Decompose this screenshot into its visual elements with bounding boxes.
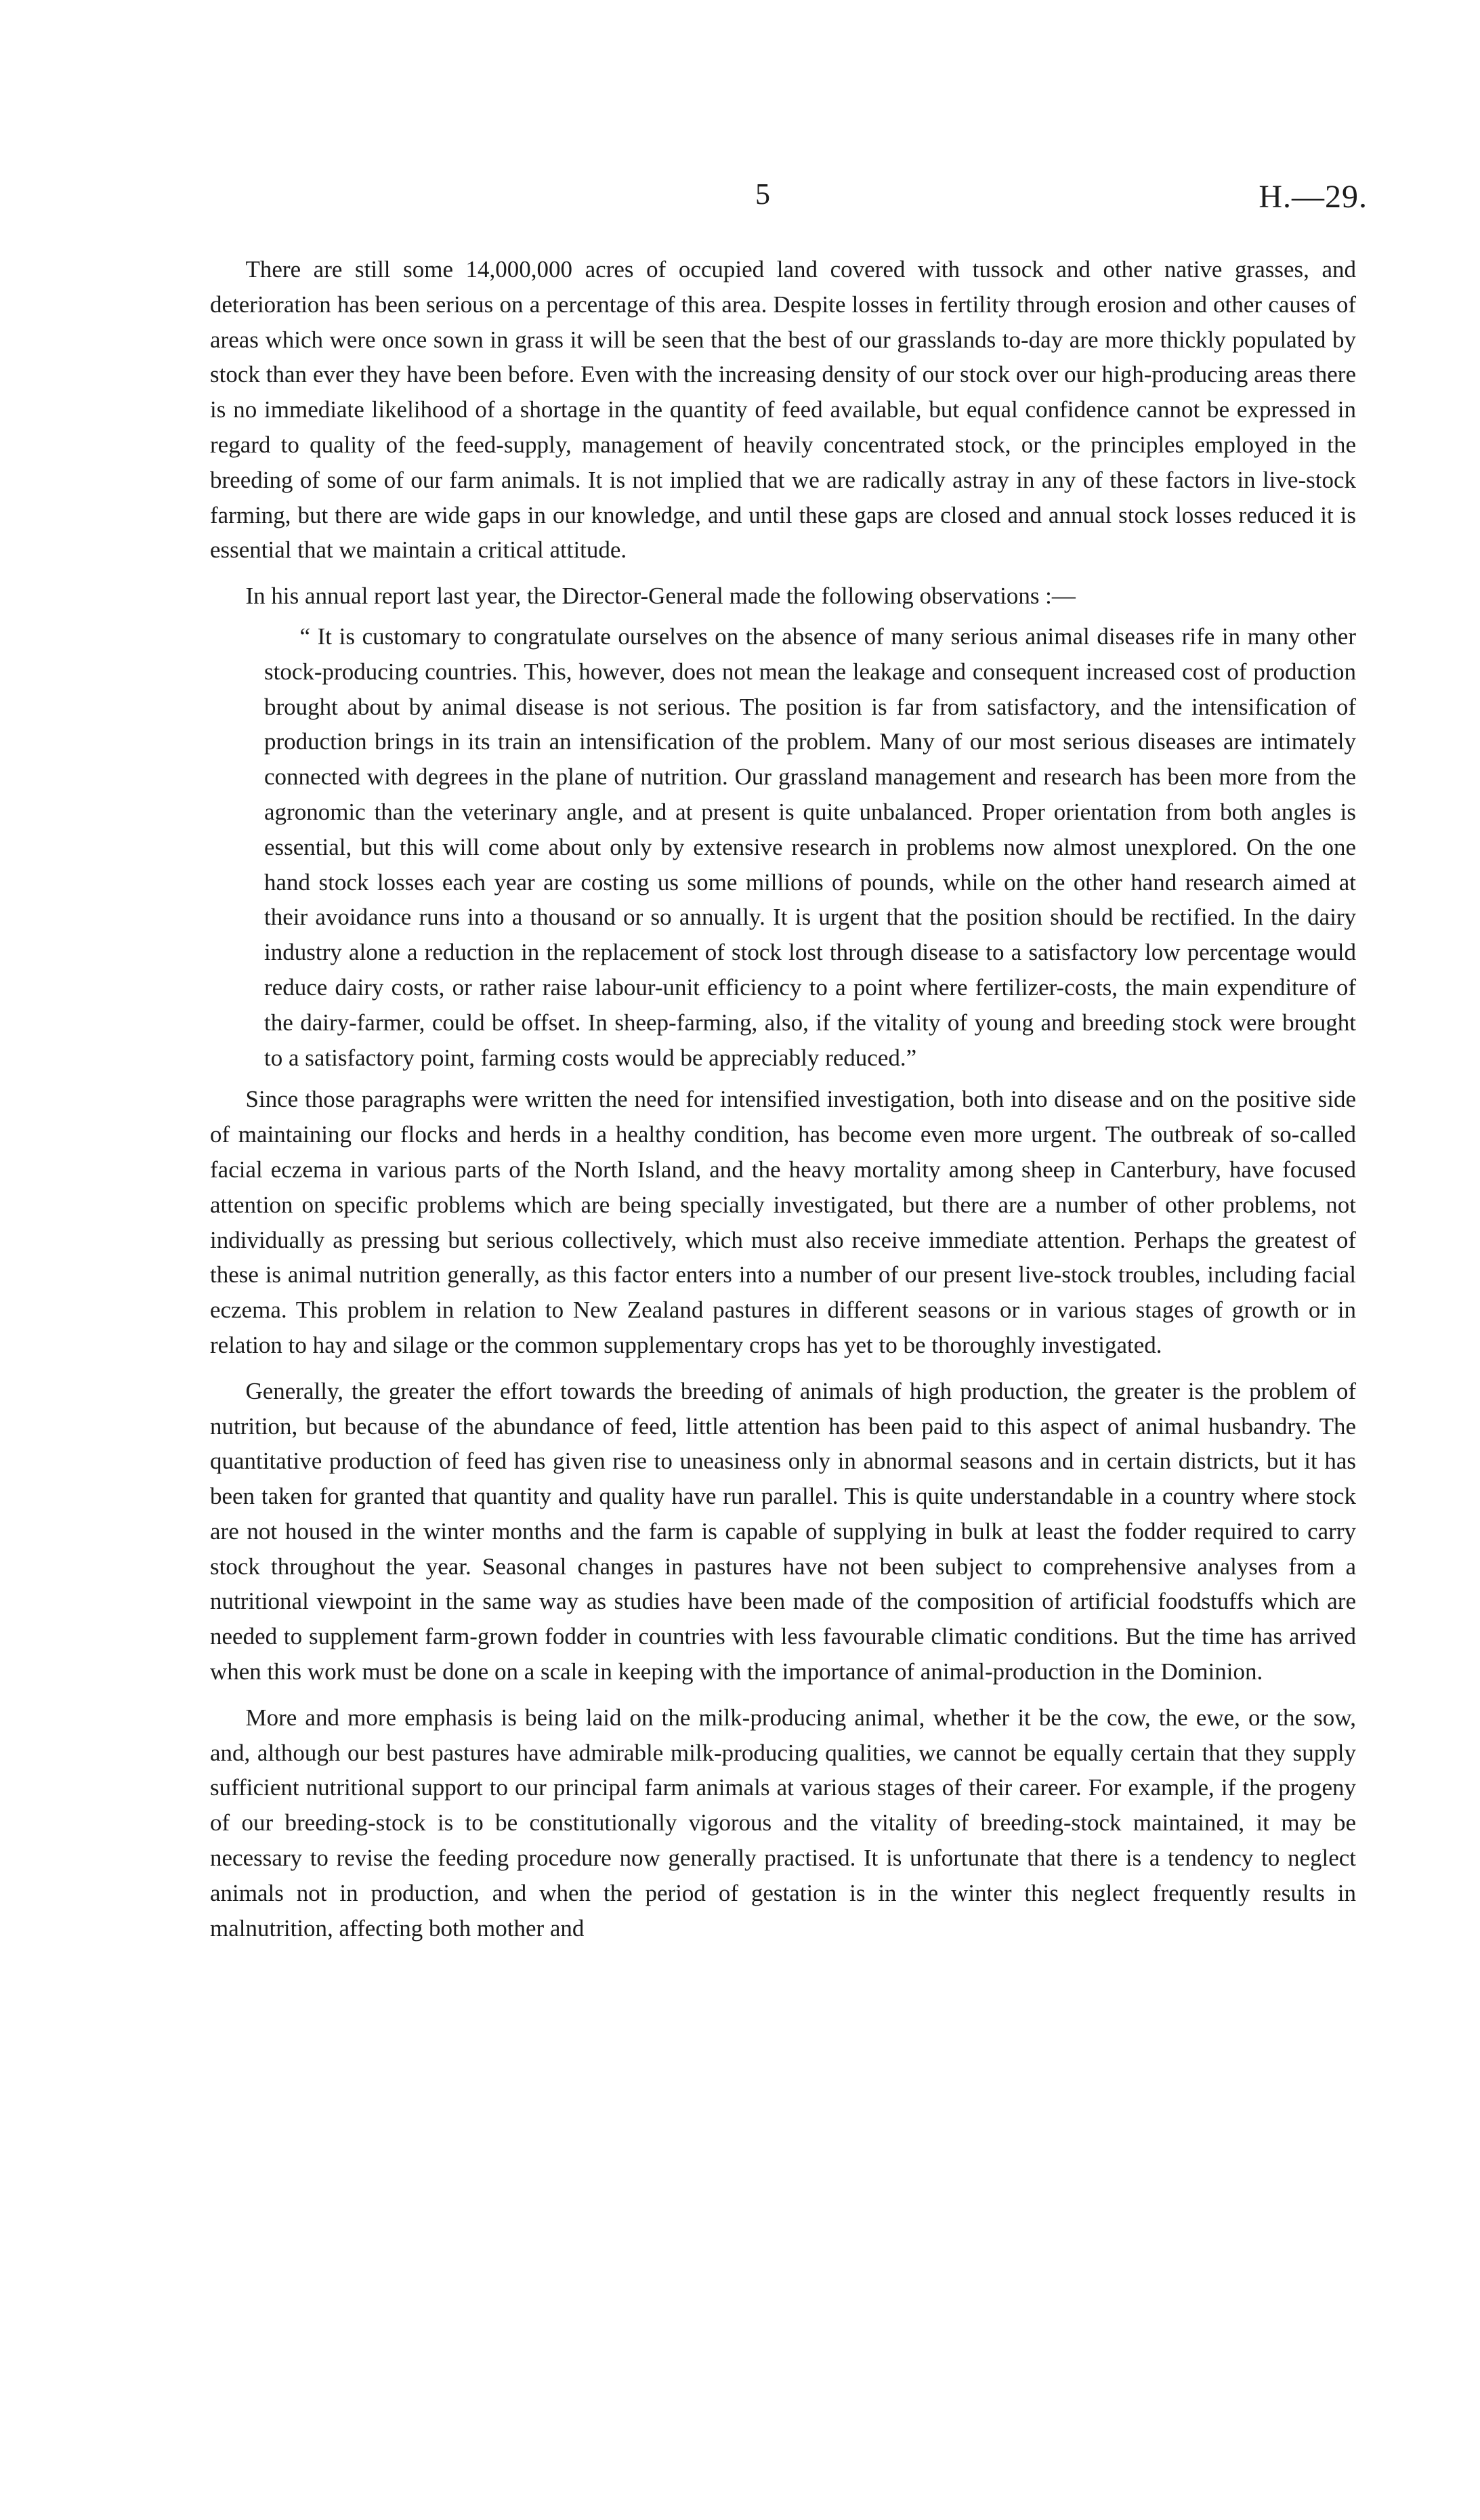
page-number: 5 [755,177,770,211]
paragraph-milk-producing-animal: More and more emphasis is being laid on the milk-producing animal, whether it be the cow, the ewe, or the sow, and, although our best pastures have admirable milk-producing qualities, we cannot be equally certain that they supply sufficient nutritional support to our principal farm animals at various stages of their career. For example, if the progeny of our breeding-stock is to be constitutionally vigorous and the vitality of breeding-stock maintained, it may be necessary to revise the feeding procedure now generally practised. It is unfortunate that there is a tendency to neglect animals not in production, and when the period of gestation is in the winter this neglect frequently results in malnutrition, affecting both mother and [210,1704,1356,1941]
paragraph-nutrition-problem: Generally, the greater the effort towards the breeding of animals of high production, the greater is the problem of nutrition, but because of the abundance of feed, little attention has been paid to this aspect of animal husbandry. The quantitative production of feed has given rise to uneasiness only in abnormal seasons and in certain districts, but it has been taken for granted that quantity and quality have run parallel. This is quite understandable in a country where stock are not housed in the winter months and the farm is capable of supplying in bulk at least the fodder required to carry stock throughout the year. Seasonal changes in pastures have not been subject to comprehensive analyses from a nutritional viewpoint in the same way as studies have been made of the composition of artificial foodstuffs which are needed to supplement farm-grown fodder in countries with less favourable climatic conditions. But the time has arrived when this work must be done on a scale in keeping with the importance of animal-production in the Dominion. [210,1377,1356,1685]
document-reference: H.—29. [1259,179,1368,215]
body-text [210,252,1356,1956]
paragraph-intensified-investigation: Since those paragraphs were written the need for intensified investigation, both into disease and on the positive side of maintaining our flocks and herds in a healthy condition, has become even more urgent. The outbreak of so-called facial eczema in various parts of the North Island, and the heavy mortality among sheep in Canterbury, have focused attention on specific problems which are being specially investigated, but there are a number of other problems, not individually as pressing but serious collectively, which must also receive immediate attention. Perhaps the greatest of these is animal nutrition generally, as this factor enters into a number of our present live-stock troubles, including facial eczema. This problem in relation to New Zealand pastures in different seasons or in various stages of growth or in relation to hay and silage or the common supplementary crops has yet to be thoroughly investigated. [210,1086,1356,1358]
paragraph-tussock-grasslands: There are still some 14,000,000 acres of occupied land covered with tussock and other native grasses, and deterioration has been serious on a percentage of this area. Despite losses in fertility through erosion and other causes of areas which were once sown in grass it will be seen that the best of our grasslands to-day are more thickly populated by stock than ever they have been before. Even with the increasing density of our stock over our high-producing areas there is no immediate likelihood of a shortage in the quantity of feed available, but equal confidence cannot be expressed in regard to quality of the feed-supply, management of heavily concentrated stock, or the principles employed in the breeding of some of our farm animals. It is not implied that we are radically astray in any of these factors in live-stock farming, but there are wide gaps in our knowledge, and until these gaps are closed and annual stock losses reduced it is essential that we maintain a critical attitude. [210,256,1356,564]
paragraph-director-general-intro: In his annual report last year, the Director-General made the following observations :— [245,583,1076,610]
block-quotation: “ It is customary to congratulate ourselves on the absence of many serious animal diseases rife in many other stock-producing countries. This, however, does not mean the leakage and consequent increased cost of production brought about by animal disease is not serious. The position is far from satisfactory, and the intensification of production brings in its train an intensification of the problem. Many of our most serious diseases are intimately connected with degrees in the plane of nutrition. Our grassland management and research has been more from the agronomic than the veterinary angle, and at present is quite unbalanced. Proper orientation from both angles is essential, but this will come about only by extensive research in problems now almost unexplored. On the one hand stock losses each year are costing us some millions of pounds, while on the other hand research aimed at their avoidance runs into a thousand or so annually. It is urgent that the position should be rectified. In the dairy industry alone a reduction in the replacement of stock lost through disease to a satisfactory low percentage would reduce dairy costs, or rather raise labour-unit efficiency to a point where fertilizer-costs, the main expenditure of the dairy-farmer, could be offset. In sheep-farming, also, if the vitality of young and breeding stock were brought to a satisfactory point, farming costs would be appreciably reduced.” [264,623,1356,1071]
